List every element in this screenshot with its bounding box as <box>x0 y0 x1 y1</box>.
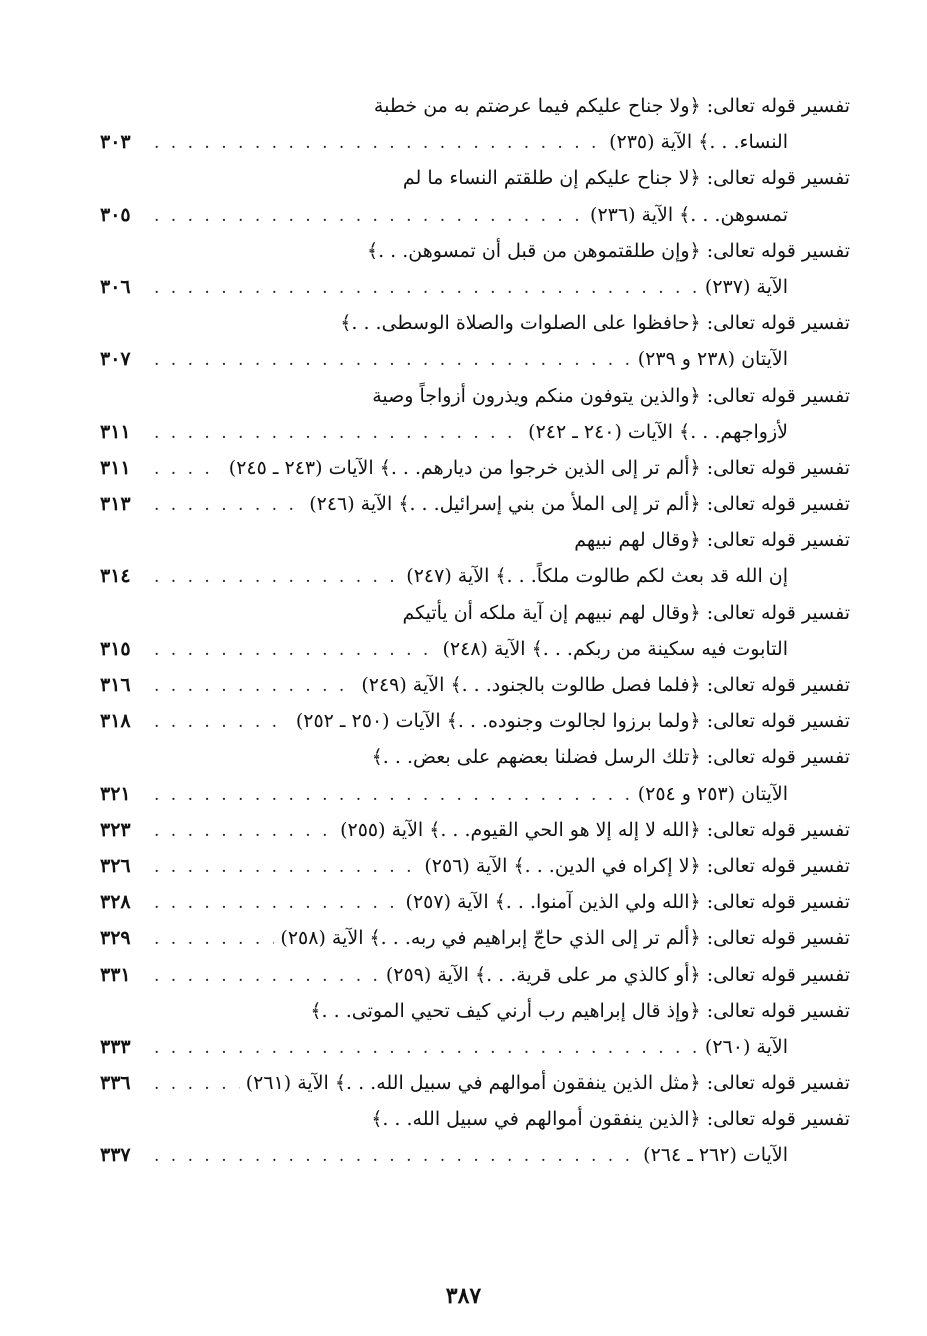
table-of-contents <box>100 88 850 1174</box>
toc-entry-text: تفسير قوله تعالى: ﴿وإذ قال إبراهيم رب أرني كيف تحيي الموتى. . .﴾ <box>310 999 850 1022</box>
toc-entry <box>100 450 850 486</box>
toc-entry-text: تفسير قوله تعالى: ﴿والذين يتوفون منكم ويذرون أزواجاً وصية <box>372 384 850 407</box>
toc-page-number: ٣٠٣ <box>100 131 131 154</box>
leader-dots <box>154 451 223 487</box>
toc-page-number: ٣١٣ <box>100 493 131 516</box>
page-number-footer: ٣٨٧ <box>445 1283 482 1309</box>
toc-entry-continuation <box>100 558 850 594</box>
toc-entry-text: تفسير قوله تعالى: ﴿حافظوا على الصلوات والصلاة الوسطى. . .﴾ <box>340 312 850 335</box>
toc-entry <box>100 993 850 1029</box>
toc-entry <box>100 848 850 884</box>
toc-entry-text: تفسير قوله تعالى: ﴿الله ولي الذين آمنوا. . .﴾ الآية (٢٥٧) <box>405 891 850 914</box>
toc-page-number: ٣٢٦ <box>100 854 131 877</box>
leader-dots <box>154 198 584 234</box>
toc-page-number: ٣٢١ <box>100 782 131 805</box>
toc-entry <box>100 812 850 848</box>
toc-entry <box>100 884 850 920</box>
toc-page-number: ٣٢٣ <box>100 818 131 841</box>
toc-entry-text: تفسير قوله تعالى: ﴿وقال لهم نبيهم <box>574 529 850 552</box>
leader-dots <box>154 921 274 957</box>
toc-entry-continuation <box>100 1137 850 1173</box>
toc-entry-continuation <box>100 341 850 377</box>
toc-entry-continuation <box>100 124 850 160</box>
toc-page-number: ٣١٤ <box>100 565 131 588</box>
toc-entry-text: تفسير قوله تعالى: ﴿تلك الرسل فضلنا بعضهم على بعض. . .﴾ <box>371 746 850 769</box>
toc-entry-text: الآيتان (٢٣٨ و ٢٣٩) <box>637 348 788 371</box>
toc-page-number: ٣٣١ <box>100 963 131 986</box>
toc-entry-text: تفسير قوله تعالى: ﴿الله لا إله إلا هو الحي القيوم. . .﴾ الآية (٢٥٥) <box>340 818 850 841</box>
toc-entry-continuation <box>100 197 850 233</box>
toc-page-number: ٣٠٦ <box>100 275 131 298</box>
toc-entry-text: الآية (٢٦٠) <box>704 1035 788 1058</box>
toc-entry-text: النساء. . .﴾ الآية (٢٣٥) <box>609 131 788 154</box>
toc-entry <box>100 667 850 703</box>
toc-entry <box>100 88 850 124</box>
toc-entry <box>100 595 850 631</box>
toc-entry-text: التابوت فيه سكينة من ربكم. . .﴾ الآية (٢٤٨) <box>442 637 788 660</box>
toc-entry <box>100 522 850 558</box>
leader-dots <box>154 342 632 378</box>
toc-page-number: ٣١٥ <box>100 637 131 660</box>
toc-entry-continuation <box>100 414 850 450</box>
toc-entry-text: لأزواجهم. . .﴾ الآيات (٢٤٠ ـ ٢٤٢) <box>528 420 788 443</box>
toc-entry-continuation <box>100 269 850 305</box>
toc-entry <box>100 703 850 739</box>
toc-entry-text: تفسير قوله تعالى: ﴿لا جناح عليكم إن طلقتم النساء ما لم <box>402 167 850 190</box>
toc-entry <box>100 486 850 522</box>
toc-entry-text: الآية (٢٣٧) <box>704 275 788 298</box>
toc-page-number: ٣٠٥ <box>100 203 131 226</box>
toc-page-number: ٣١٨ <box>100 710 131 733</box>
leader-dots <box>154 1030 699 1066</box>
leader-dots <box>154 958 380 994</box>
toc-entry <box>100 1101 850 1137</box>
toc-entry-text: تفسير قوله تعالى: ﴿ألم تر إلى الملأ من بني إسرائيل. . .﴾ الآية (٢٤٦) <box>309 493 850 516</box>
leader-dots <box>154 1138 637 1174</box>
toc-page-number: ٣٣٧ <box>100 1144 131 1167</box>
toc-entry <box>100 378 850 414</box>
leader-dots <box>154 1066 240 1102</box>
toc-entry-text: تفسير قوله تعالى: ﴿لا إكراه في الدين. . .﴾ الآية (٢٥٦) <box>424 854 850 877</box>
leader-dots <box>154 415 522 451</box>
leader-dots <box>154 270 699 306</box>
toc-entry-text: تفسير قوله تعالى: ﴿ألم تر إلى الذين خرجوا من ديارهم. . .﴾ الآيات (٢٤٣ ـ ٢٤٥) <box>228 456 850 479</box>
leader-dots <box>154 777 632 813</box>
toc-entry-text: الآيتان (٢٥٣ و ٢٥٤) <box>637 782 788 805</box>
toc-entry-continuation <box>100 776 850 812</box>
leader-dots <box>154 813 334 849</box>
toc-entry-text: تفسير قوله تعالى: ﴿الذين ينفقون أموالهم في سبيل الله. . .﴾ <box>371 1108 850 1131</box>
toc-page-number: ٣١١ <box>100 456 131 479</box>
toc-page-number: ٣٣٣ <box>100 1035 131 1058</box>
toc-entry-text: الآيات (٢٦٢ ـ ٢٦٤) <box>643 1144 788 1167</box>
toc-page-number: ٣٢٩ <box>100 927 131 950</box>
toc-entry <box>100 160 850 196</box>
toc-entry-text: تفسير قوله تعالى: ﴿وإن طلقتموهن من قبل أن تمسوهن. . .﴾ <box>366 239 850 262</box>
toc-entry <box>100 920 850 956</box>
toc-entry-text: تفسير قوله تعالى: ﴿وقال لهم نبيهم إن آية ملكه أن يأتيكم <box>402 601 850 624</box>
toc-entry <box>100 233 850 269</box>
leader-dots <box>154 487 303 523</box>
toc-entry <box>100 957 850 993</box>
toc-entry-text: إن الله قد بعث لكم طالوت ملكاً. . .﴾ الآية (٢٤٧) <box>406 565 788 588</box>
leader-dots <box>154 704 290 740</box>
toc-entry <box>100 739 850 775</box>
leader-dots <box>154 632 436 668</box>
toc-page-number: ٣٠٧ <box>100 348 131 371</box>
toc-entry-text: تمسوهن. . .﴾ الآية (٢٣٦) <box>590 203 788 226</box>
toc-page-number: ٣٢٨ <box>100 891 131 914</box>
leader-dots <box>154 849 418 885</box>
toc-entry-continuation <box>100 631 850 667</box>
toc-entry-continuation <box>100 1029 850 1065</box>
leader-dots <box>154 668 355 704</box>
leader-dots <box>154 559 400 595</box>
toc-entry-text: تفسير قوله تعالى: ﴿فلما فصل طالوت بالجنود. . .﴾ الآية (٢٤٩) <box>361 674 850 696</box>
leader-dots <box>154 885 400 921</box>
toc-entry-text: تفسير قوله تعالى: ﴿أو كالذي مر على قرية. . .﴾ الآية (٢٥٩) <box>385 963 850 986</box>
toc-page-number: ٣١٦ <box>100 674 131 696</box>
toc-entry-text: تفسير قوله تعالى: ﴿ألم تر إلى الذي حاجّ إبراهيم في ربه. . .﴾ الآية (٢٥٨) <box>280 927 850 950</box>
toc-entry <box>100 305 850 341</box>
toc-page-number: ٣٣٦ <box>100 1072 131 1095</box>
toc-entry-text: تفسير قوله تعالى: ﴿ولا جناح عليكم فيما عرضتم به من خطبة <box>373 95 850 117</box>
leader-dots <box>154 125 603 161</box>
toc-entry-text: تفسير قوله تعالى: ﴿ولما برزوا لجالوت وجنوده. . .﴾ الآيات (٢٥٠ ـ ٢٥٢) <box>295 710 850 733</box>
toc-page-number: ٣١١ <box>100 420 131 443</box>
toc-entry-text: تفسير قوله تعالى: ﴿مثل الذين ينفقون أموالهم في سبيل الله. . .﴾ الآية (٢٦١) <box>245 1072 850 1095</box>
toc-entry <box>100 1065 850 1101</box>
